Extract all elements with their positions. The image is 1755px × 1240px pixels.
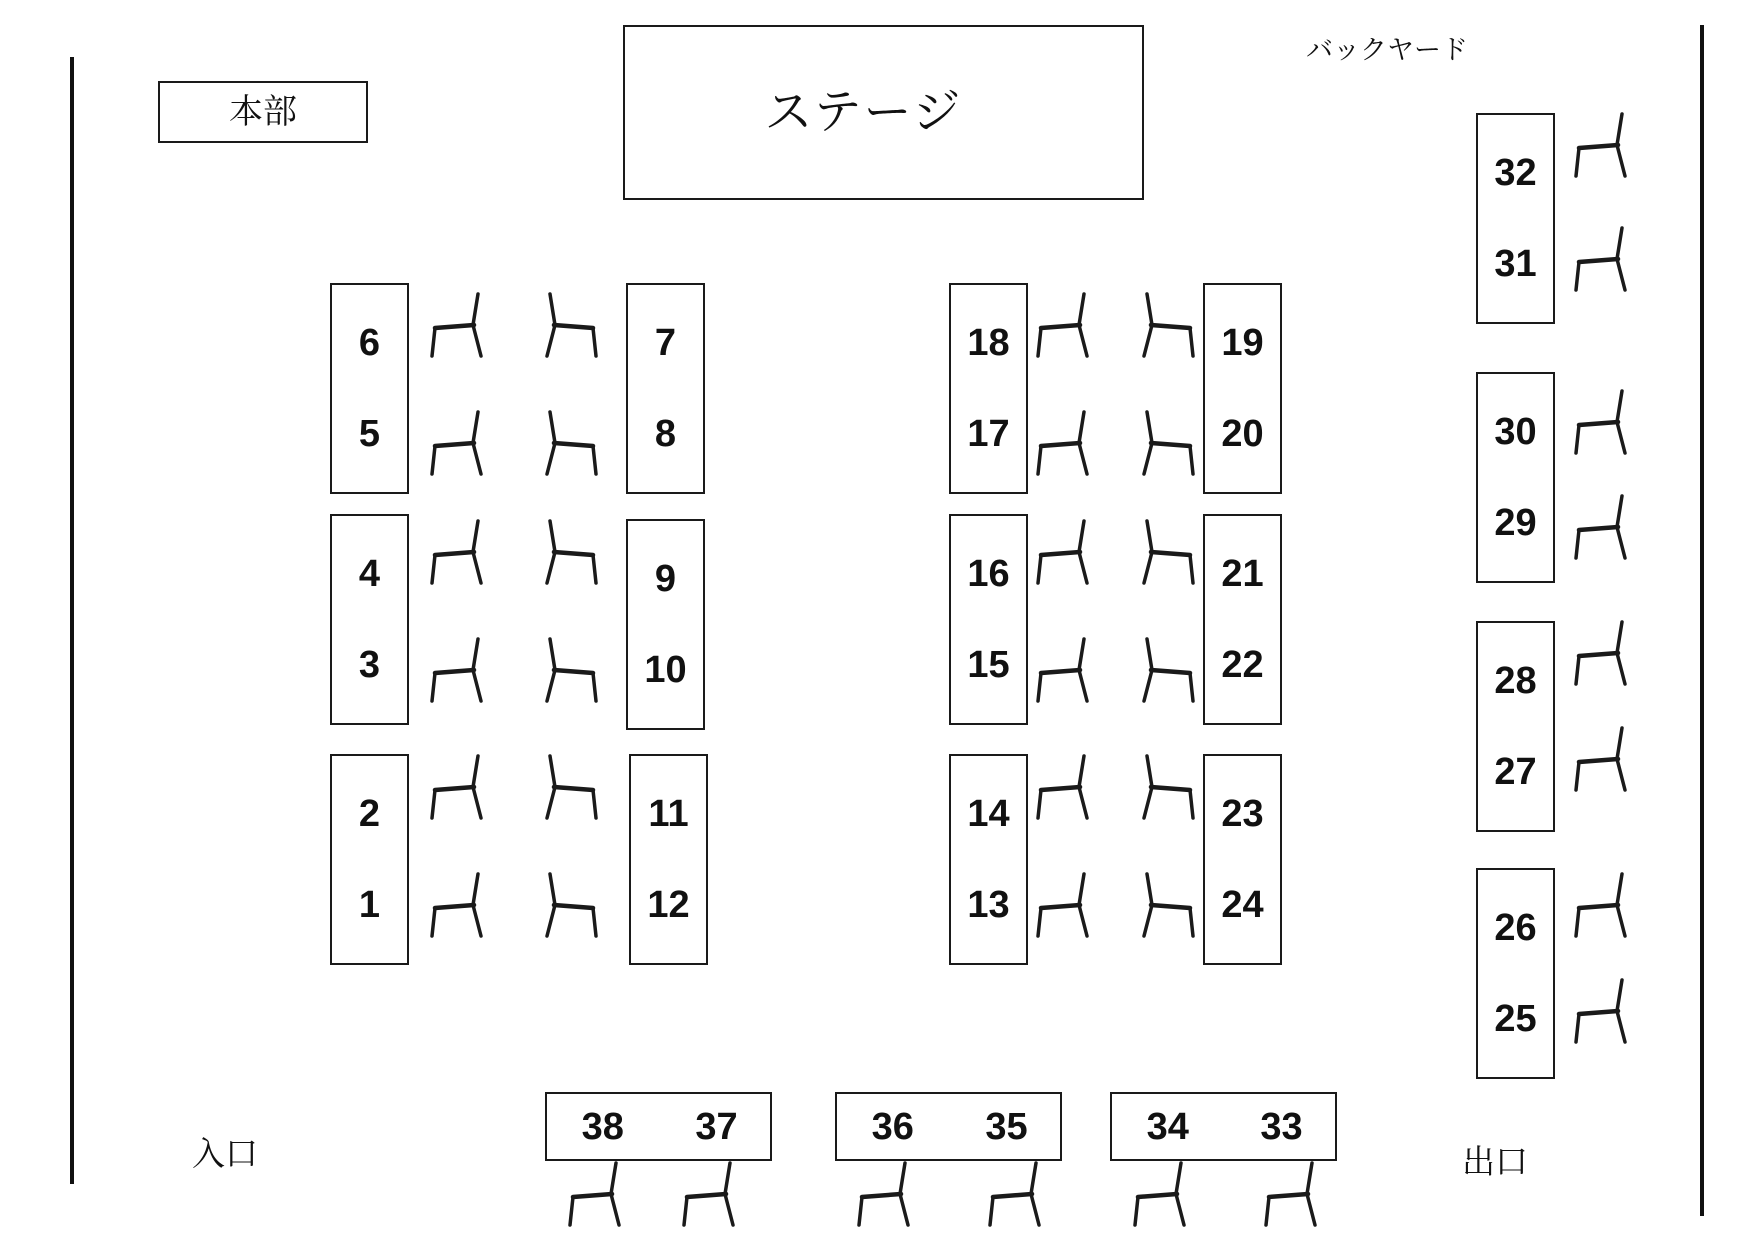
booth-table-18-17 [949,283,1028,494]
chair-icon [547,639,596,701]
chair-icon [859,1163,908,1225]
booth-number: 31 [1494,243,1537,286]
chair-icon [990,1163,1039,1225]
booth-number: 10 [644,649,687,692]
booth-number: 7 [654,321,677,364]
chair-icon [432,294,481,356]
chair-icon [1038,874,1087,936]
chair-icon [1144,521,1193,583]
booth-number: 8 [654,413,677,456]
booth-number: 9 [654,557,677,600]
booth-table-9-10 [626,519,705,730]
backyard-label: バックヤード [1306,35,1468,65]
chair-icon [1576,228,1625,290]
chair-icon [1038,521,1087,583]
booth-number: 15 [967,644,1010,687]
booth-number: 1 [358,884,381,927]
booth-number: 20 [1221,413,1264,456]
booth-number: 18 [967,321,1010,364]
booth-table-30-29 [1476,372,1555,583]
booth-table-23-24 [1203,754,1282,965]
chair-icon [432,639,481,701]
chair-icon [547,294,596,356]
booth-number: 22 [1221,644,1264,687]
chair-icon [1038,639,1087,701]
booth-table-34-33 [1110,1092,1337,1161]
booth-number: 2 [358,792,381,835]
booth-number: 37 [695,1105,738,1148]
booth-number: 23 [1221,792,1264,835]
booth-table-16-15 [949,514,1028,725]
booth-number: 21 [1221,552,1264,595]
chair-icon [1576,874,1625,936]
chair-icon [1144,874,1193,936]
booth-table-26-25 [1476,868,1555,1079]
booth-number: 19 [1221,321,1264,364]
booth-table-11-12 [629,754,708,965]
chair-icon [1576,622,1625,684]
chair-icon [432,756,481,818]
booth-number: 16 [967,552,1010,595]
booth-number: 34 [1146,1105,1189,1148]
right-wall [1700,25,1704,1216]
booth-number: 3 [358,644,381,687]
chair-icon [1266,1163,1315,1225]
left-wall [70,57,74,1184]
booth-number: 25 [1494,998,1537,1041]
booth-number: 28 [1494,659,1537,702]
booth-number: 26 [1494,906,1537,949]
chair-icon [1576,391,1625,453]
entrance-label: 入口 [192,1135,258,1172]
booth-table-38-37 [545,1092,772,1161]
chair-icon [1576,114,1625,176]
chair-icon [1038,412,1087,474]
exit-label: 出口 [1462,1143,1528,1180]
headquarters-label: 本部 [229,93,297,131]
chair-icon [547,756,596,818]
booth-table-32-31 [1476,113,1555,324]
booth-number: 35 [985,1105,1028,1148]
booth-table-7-8 [626,283,705,494]
chair-icon [1576,728,1625,790]
booth-number: 36 [871,1105,914,1148]
booth-number: 6 [358,321,381,364]
booth-number: 29 [1494,502,1537,545]
headquarters-box [158,81,368,143]
booth-table-21-22 [1203,514,1282,725]
booth-table-6-5 [330,283,409,494]
booth-number: 30 [1494,410,1537,453]
chair-icon [684,1163,733,1225]
booth-table-14-13 [949,754,1028,965]
chair-icon [1038,294,1087,356]
chair-icon [432,521,481,583]
chair-icon [547,874,596,936]
stage-box [623,25,1144,200]
stage-label: ステージ [764,85,963,139]
chair-icon [432,874,481,936]
booth-number: 4 [358,552,381,595]
booth-number: 11 [648,792,689,835]
chair-icon [1038,756,1087,818]
booth-number: 27 [1494,751,1537,794]
booth-number: 5 [358,413,381,456]
booth-number: 24 [1221,884,1264,927]
booth-number: 12 [647,884,690,927]
booth-table-19-20 [1203,283,1282,494]
chair-icon [1576,980,1625,1042]
booth-table-2-1 [330,754,409,965]
chair-icon [432,412,481,474]
chair-icon [1144,756,1193,818]
chair-icon [547,521,596,583]
chair-icon [1144,639,1193,701]
booth-number: 32 [1494,151,1537,194]
chair-icon [570,1163,619,1225]
booth-table-36-35 [835,1092,1062,1161]
booth-number: 13 [967,884,1010,927]
chair-icon [547,412,596,474]
booth-number: 17 [967,413,1010,456]
booth-number: 14 [967,792,1010,835]
chair-icon [1576,496,1625,558]
booth-table-28-27 [1476,621,1555,832]
booth-number: 33 [1260,1105,1303,1148]
chair-icon [1135,1163,1184,1225]
chair-icon [1144,294,1193,356]
booth-table-4-3 [330,514,409,725]
booth-number: 38 [581,1105,624,1148]
chair-icon [1144,412,1193,474]
